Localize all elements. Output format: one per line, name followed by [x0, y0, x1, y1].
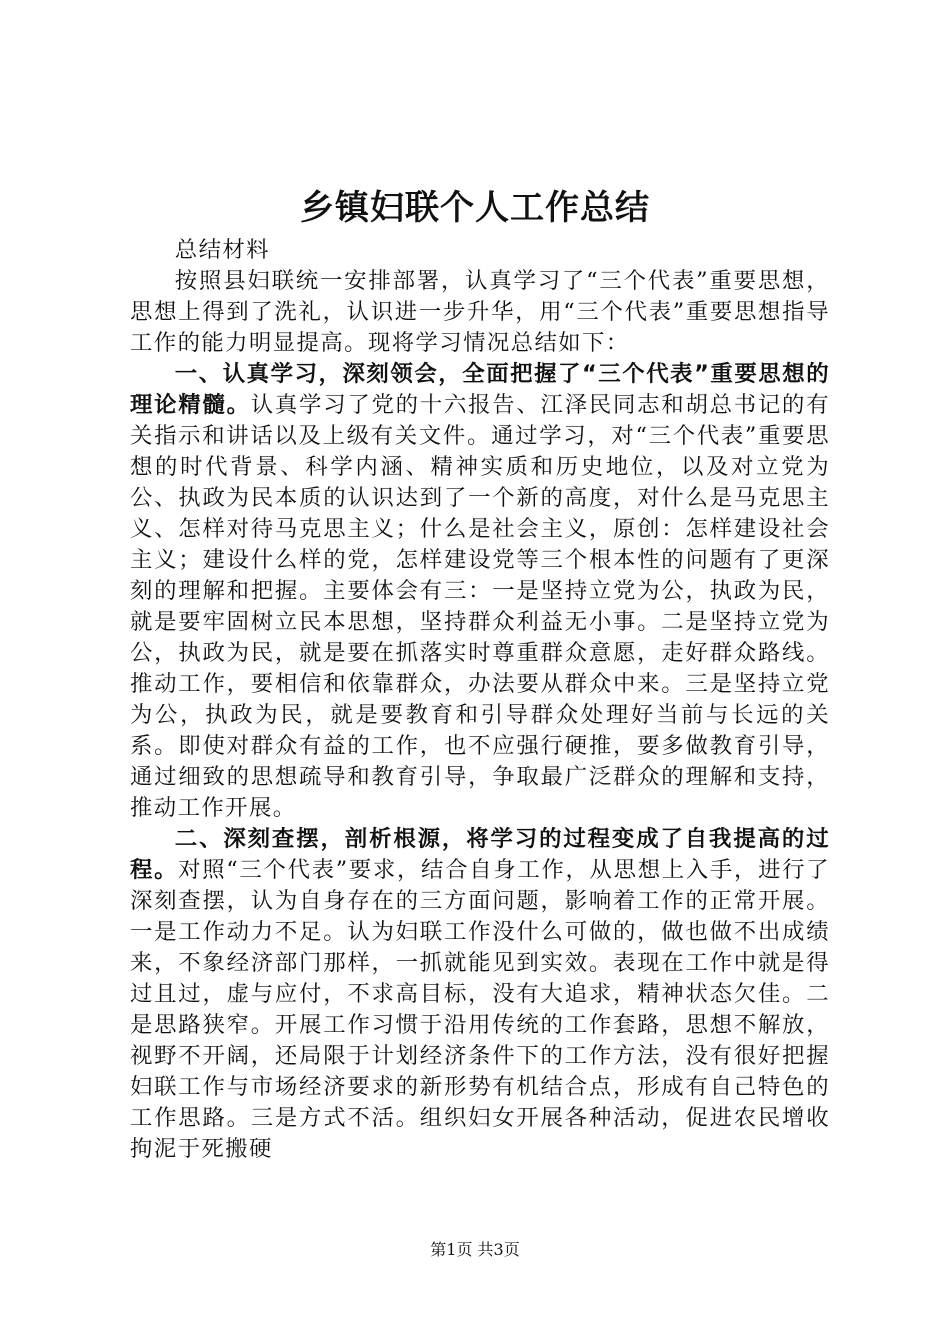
page-footer: 第1页 共3页: [430, 1240, 520, 1259]
section-2-paragraph: [130, 824, 830, 1165]
intro-paragraph: 按照县妇联统一安排部署，认真学习了“三个代表”重要思想，思想上得到了洗礼，认识进一步升华，用“三个代表”重要思想指导工作的能力明显提高。现将学习情况总结如下：: [130, 268, 830, 356]
section-1-paragraph: [130, 359, 830, 824]
section-2-heading: 二、深刻查摆，剖析根源，将学习的过程变成了自我提高的过程。: [130, 826, 830, 883]
section-2-text: 对照“三个代表”要求，结合自身工作，从思想上入手，进行了深刻查摆，认为自身存在的三方面问题，影响着工作的正常开展。一是工作动力不足。认为妇联工作没什么可做的，做也做不出成绩来，不象经济部门那样，一抓就能见到实效。表现在工作中就是得过且过，虚与应付，不求高目标，没有大追求，精神状态欠佳。二是思路狭窄。开展工作习惯于沿用传统的工作套路，思想不解放，视野不开阔，还局限于计划经济条件下的工作方法，没有很好把握妇联工作与市场经济要求的新形势有机结合点，形成有自己特色的工作思路。三是方式不活。组织妇女开展各种活动，促进农民增收拘泥于死搬硬: [130, 857, 830, 1162]
section-1-text: 认真学习了党的十六报告、江泽民同志和胡总书记的有关指示和讲话以及上级有关文件。通过学习，对“三个代表”重要思想的时代背景、科学内涵、精神实质和历史地位，以及对立党为公、执政为民本质的认识达到了一个新的高度，对什么是马克思主义、怎样对待马克思主义；什么是社会主义，原创：怎样建设社会主义；建设什么样的党，怎样建设党等三个根本性的问题有了更深刻的理解和把握。主要体会有三：一是坚持立党为公，执政为民，就是要牢固树立民本思想，坚持群众利益无小事。二是坚持立党为公，执政为民，就是要在抓落实时尊重群众意愿，走好群众路线。推动工作，要相信和依靠群众，办法要从群众中来。三是坚持立党为公，执政为民，就是要教育和引导群众处理好当前与长远的关系。即使对群众有益的工作，也不应强行硬推，要多做教育引导，通过细致的思想疏导和教育引导，争取最广泛群众的理解和支持，推动工作开展。: [130, 392, 830, 821]
document-title: 乡镇妇联个人工作总结: [300, 188, 650, 228]
section-1-heading: 一、认真学习，深刻领会，全面把握了“三个代表”重要思想的理论精髓。: [130, 361, 830, 418]
document-body: [130, 235, 830, 1165]
subtitle-paragraph: 总结材料: [174, 237, 270, 263]
